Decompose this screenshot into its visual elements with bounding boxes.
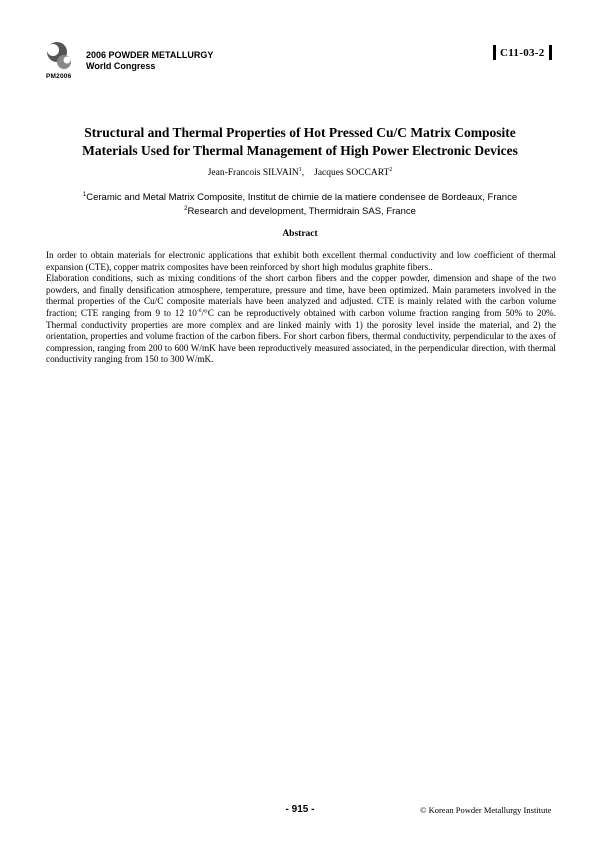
abstract-p2-part-b: /°C can be reproductively obtained with carbon volume fraction ranging from 50% to 20%. Thermal conductivity properties are more complex and are linked mainly with 1) the porosity level inside the material, and 2) the orientation, properties and volume fraction of the carbon fibers. For short carbon fibers, thermal conductivity, perpendicular to the axes of compression, ranging from 200 to 600 W/mK have been reproductively measured associated, in the perpendicular direction, with thermal conductivity ranging from 150 to 300 W/mK. xyxy=(46,307,556,365)
paper-title xyxy=(40,124,560,160)
title-line-2: Materials Used for Thermal Management of High Power Electronic Devices xyxy=(82,143,518,158)
abstract-paragraph-1: In order to obtain materials for electronic applications that exhibit both excellent thermal conductivity and low coefficient of thermal expansion (CTE), copper matrix composites have been reinforced by short high modulus graphite fibers.. xyxy=(46,250,556,272)
affiliation-2-mark: 2 xyxy=(184,205,188,212)
title-line-1: Structural and Thermal Properties of Hot Pressed Cu/C Matrix Composite xyxy=(84,125,516,140)
page-number: - 915 - xyxy=(285,804,315,815)
conference-name: 2006 POWDER METALLURGY xyxy=(86,50,214,60)
affiliation-1 xyxy=(40,190,560,204)
abstract-paragraph-2 xyxy=(46,273,556,366)
conference-subtitle: World Congress xyxy=(86,61,156,71)
author-1: Jean-Francois SILVAIN xyxy=(207,168,299,179)
author-separator: , xyxy=(301,168,305,179)
affiliation-2 xyxy=(40,204,560,218)
logo-label: PM2006 xyxy=(46,73,72,80)
paper-code: C11-03-2 xyxy=(500,46,545,59)
author-list xyxy=(40,167,560,178)
code-bar-left xyxy=(493,45,496,60)
author-2: Jacques SOCCART xyxy=(314,168,390,179)
abstract-heading: Abstract xyxy=(282,229,318,239)
affiliations xyxy=(40,190,560,217)
abstract-body xyxy=(46,250,556,366)
affiliation-1-text: Ceramic and Metal Matrix Composite, Institut de chimie de la matiere condensee de Bordeaux, France xyxy=(86,192,518,204)
abstract-p2-part-a: Elaboration conditions, such as mixing conditions of the short carbon fibers and the copper powder, dimension and shape of the two powders, and finally densification atmosphere, temperature, pressure and time, have been optimized. Main parameters involved in the thermal properties of the Cu/C composite materials have been analyzed and adjusted. CTE is mainly related with the carbon volume fraction; CTE ranging from 9 to 12 10 xyxy=(46,273,556,318)
affiliation-2-text: Research and development, Thermidrain SAS, France xyxy=(187,205,416,217)
abstract-p2-exponent: -6 xyxy=(196,307,202,314)
author-1-affiliation-mark: 1 xyxy=(298,167,302,173)
author-2-affiliation-mark: 2 xyxy=(389,167,393,173)
copyright-notice: © Korean Powder Metallurgy Institute xyxy=(420,805,552,815)
code-bar-right xyxy=(549,45,552,60)
affiliation-1-mark: 1 xyxy=(82,192,87,198)
paper-code-badge xyxy=(493,44,552,61)
